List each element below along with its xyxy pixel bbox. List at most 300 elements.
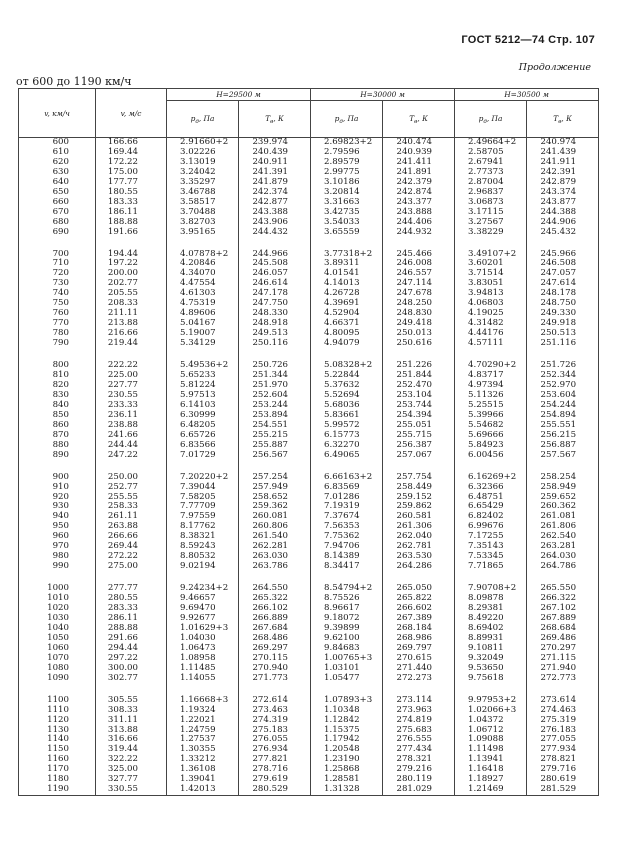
cell-pressure: 7.01286: [311, 493, 383, 503]
cell-pressure: 9.46657: [167, 594, 239, 604]
cell-v-ms: 244.44: [96, 441, 167, 451]
cell-pressure: 7.35143: [455, 542, 527, 552]
cell-v-ms: 227.77: [96, 381, 167, 391]
cell-temperature: 251.116: [527, 339, 599, 349]
cell-pressure: 5.83661: [311, 411, 383, 421]
cell-pressure: 9.02194: [167, 562, 239, 572]
cell-temperature: 241.391: [239, 168, 311, 178]
cell-temperature: 273.463: [239, 706, 311, 716]
table-row: [19, 716, 599, 726]
col-header-altitude-3: H=30500 м: [455, 89, 599, 101]
cell-temperature: 245.508: [239, 259, 311, 269]
table-row: [19, 726, 599, 736]
cell-v-kmh: 930: [19, 502, 96, 512]
cell-v-kmh: 960: [19, 532, 96, 542]
cell-pressure: 9.92677: [167, 614, 239, 624]
spacer-cell: [527, 461, 599, 473]
col-header-temperature: $Т_в$, К: [239, 101, 311, 138]
cell-temperature: 266.102: [239, 604, 311, 614]
cell-temperature: 277.934: [527, 745, 599, 755]
cell-v-ms: 208.33: [96, 299, 167, 309]
cell-temperature: 248.918: [239, 319, 311, 329]
cell-v-kmh: 830: [19, 391, 96, 401]
cell-temperature: 254.244: [527, 401, 599, 411]
cell-temperature: 255.715: [383, 431, 455, 441]
cell-v-kmh: 1130: [19, 726, 96, 736]
cell-v-ms: 255.55: [96, 493, 167, 503]
cell-v-ms: 313.88: [96, 726, 167, 736]
cell-temperature: 251.226: [383, 361, 455, 371]
cell-pressure: 8.89931: [455, 634, 527, 644]
cell-pressure: 1.28581: [311, 775, 383, 785]
cell-v-kmh: 1020: [19, 604, 96, 614]
cell-pressure: 1.27537: [167, 735, 239, 745]
cell-temperature: 247.678: [383, 289, 455, 299]
cell-pressure: 3.49107+2: [455, 250, 527, 260]
cell-pressure: 1.16418: [455, 765, 527, 775]
cell-pressure: 1.12842: [311, 716, 383, 726]
cell-temperature: 265.822: [383, 594, 455, 604]
cell-v-kmh: 800: [19, 361, 96, 371]
cell-temperature: 269.486: [527, 634, 599, 644]
cell-pressure: 3.95165: [167, 228, 239, 238]
cell-temperature: 278.321: [383, 755, 455, 765]
cell-v-kmh: 1160: [19, 755, 96, 765]
cell-temperature: 268.986: [383, 634, 455, 644]
cell-temperature: 241.879: [239, 178, 311, 188]
cell-temperature: 246.614: [239, 279, 311, 289]
cell-pressure: 5.54682: [455, 421, 527, 431]
cell-temperature: 264.286: [383, 562, 455, 572]
cell-v-ms: 286.11: [96, 614, 167, 624]
cell-v-kmh: 1190: [19, 785, 96, 795]
cell-temperature: 279.619: [239, 775, 311, 785]
cell-temperature: 269.797: [383, 644, 455, 654]
cell-v-kmh: 810: [19, 371, 96, 381]
cell-temperature: 279.216: [383, 765, 455, 775]
cell-pressure: 1.06712: [455, 726, 527, 736]
cell-pressure: 3.42735: [311, 208, 383, 218]
cell-temperature: 254.394: [383, 411, 455, 421]
cell-pressure: 9.24234+2: [167, 584, 239, 594]
table-row: [19, 755, 599, 765]
cell-v-kmh: 650: [19, 188, 96, 198]
cell-v-kmh: 730: [19, 279, 96, 289]
table-row: [19, 198, 599, 208]
cell-temperature: 272.614: [239, 696, 311, 706]
cell-v-kmh: 610: [19, 148, 96, 158]
cell-v-ms: 247.22: [96, 451, 167, 461]
col-header-v-ms: v, м/с: [96, 89, 167, 138]
cell-v-kmh: 1080: [19, 664, 96, 674]
cell-temperature: 265.050: [383, 584, 455, 594]
cell-temperature: 261.806: [527, 522, 599, 532]
cell-v-kmh: 880: [19, 441, 96, 451]
cell-pressure: 5.11326: [455, 391, 527, 401]
table-row: [19, 259, 599, 269]
cell-temperature: 240.939: [383, 148, 455, 158]
cell-v-kmh: 940: [19, 512, 96, 522]
cell-pressure: 2.77373: [455, 168, 527, 178]
cell-v-ms: 300.00: [96, 664, 167, 674]
cell-temperature: 248.330: [239, 309, 311, 319]
table-row: [19, 532, 599, 542]
cell-pressure: 5.97513: [167, 391, 239, 401]
cell-temperature: 245.432: [527, 228, 599, 238]
cell-temperature: 257.067: [383, 451, 455, 461]
cell-temperature: 257.949: [239, 483, 311, 493]
cell-v-kmh: 720: [19, 269, 96, 279]
cell-v-kmh: 1110: [19, 706, 96, 716]
cell-temperature: 275.319: [527, 716, 599, 726]
cell-v-kmh: 820: [19, 381, 96, 391]
cell-temperature: 279.716: [527, 765, 599, 775]
cell-pressure: 5.19007: [167, 329, 239, 339]
cell-v-kmh: 600: [19, 138, 96, 148]
cell-temperature: 258.254: [527, 473, 599, 483]
cell-temperature: 259.652: [527, 493, 599, 503]
cell-temperature: 264.786: [527, 562, 599, 572]
cell-temperature: 257.567: [527, 451, 599, 461]
cell-pressure: 7.94706: [311, 542, 383, 552]
cell-pressure: 7.53345: [455, 552, 527, 562]
table-row: [19, 269, 599, 279]
cell-v-ms: 169.44: [96, 148, 167, 158]
cell-temperature: 249.330: [527, 309, 599, 319]
spacer-cell: [455, 461, 527, 473]
cell-temperature: 242.379: [383, 178, 455, 188]
table-row: [19, 188, 599, 198]
cell-pressure: 2.89579: [311, 158, 383, 168]
cell-pressure: 8.17762: [167, 522, 239, 532]
cell-pressure: 1.11485: [167, 664, 239, 674]
cell-temperature: 247.114: [383, 279, 455, 289]
cell-pressure: 1.09088: [455, 735, 527, 745]
cell-v-ms: 172.22: [96, 158, 167, 168]
cell-pressure: 4.70290+2: [455, 361, 527, 371]
cell-temperature: 251.844: [383, 371, 455, 381]
cell-pressure: 6.99676: [455, 522, 527, 532]
cell-v-kmh: 870: [19, 431, 96, 441]
cell-v-ms: 225.00: [96, 371, 167, 381]
cell-pressure: 9.84683: [311, 644, 383, 654]
cell-v-ms: 305.55: [96, 696, 167, 706]
cell-temperature: 275.683: [383, 726, 455, 736]
cell-pressure: 9.75618: [455, 674, 527, 684]
cell-temperature: 239.974: [239, 138, 311, 148]
cell-temperature: 273.614: [527, 696, 599, 706]
cell-v-ms: 322.22: [96, 755, 167, 765]
cell-v-ms: 222.22: [96, 361, 167, 371]
cell-pressure: 4.20846: [167, 259, 239, 269]
cell-v-ms: 183.33: [96, 198, 167, 208]
cell-temperature: 244.932: [383, 228, 455, 238]
cell-v-kmh: 670: [19, 208, 96, 218]
cell-pressure: 9.53650: [455, 664, 527, 674]
cell-pressure: 1.17942: [311, 735, 383, 745]
cell-v-kmh: 740: [19, 289, 96, 299]
cell-pressure: 3.89311: [311, 259, 383, 269]
cell-pressure: 2.91660+2: [167, 138, 239, 148]
cell-pressure: 3.10186: [311, 178, 383, 188]
cell-pressure: 4.44176: [455, 329, 527, 339]
cell-temperature: 258.449: [383, 483, 455, 493]
cell-temperature: 256.215: [527, 431, 599, 441]
cell-temperature: 262.781: [383, 542, 455, 552]
spacer-cell: [383, 238, 455, 250]
spacer-cell: [311, 684, 383, 696]
cell-temperature: 260.081: [239, 512, 311, 522]
cell-temperature: 278.821: [527, 755, 599, 765]
cell-temperature: 266.322: [527, 594, 599, 604]
table-row: [19, 735, 599, 745]
cell-v-kmh: 980: [19, 552, 96, 562]
cell-temperature: 256.387: [383, 441, 455, 451]
table-row: [19, 319, 599, 329]
cell-temperature: 246.508: [527, 259, 599, 269]
col-header-pressure: $р_д$, Па: [311, 101, 383, 138]
cell-temperature: 242.877: [239, 198, 311, 208]
cell-pressure: 9.39899: [311, 624, 383, 634]
cell-pressure: 7.01729: [167, 451, 239, 461]
col-header-v-kmh: v, км/ч: [19, 89, 96, 138]
cell-pressure: 9.10811: [455, 644, 527, 654]
cell-pressure: 3.06873: [455, 198, 527, 208]
cell-pressure: 1.18927: [455, 775, 527, 785]
cell-pressure: 3.13019: [167, 158, 239, 168]
table-row: [19, 522, 599, 532]
speed-range-label: от 600 до 1190 км/ч: [16, 75, 132, 88]
table-row: [19, 785, 599, 795]
cell-v-ms: 291.66: [96, 634, 167, 644]
col-header-temperature: $Т_в$, К: [527, 101, 599, 138]
cell-v-kmh: 1000: [19, 584, 96, 594]
cell-pressure: 5.04167: [167, 319, 239, 329]
cell-pressure: 6.32366: [455, 483, 527, 493]
cell-v-kmh: 1030: [19, 614, 96, 624]
cell-v-ms: 230.55: [96, 391, 167, 401]
cell-pressure: 3.83051: [455, 279, 527, 289]
table-row: [19, 309, 599, 319]
spacer-cell: [167, 238, 239, 250]
cell-temperature: 241.411: [383, 158, 455, 168]
cell-pressure: 6.66163+2: [311, 473, 383, 483]
cell-pressure: 7.19319: [311, 502, 383, 512]
cell-pressure: 7.39044: [167, 483, 239, 493]
table-row: [19, 775, 599, 785]
cell-pressure: 1.05477: [311, 674, 383, 684]
cell-pressure: 1.08958: [167, 654, 239, 664]
spacer-cell: [96, 684, 167, 696]
cell-pressure: 1.39041: [167, 775, 239, 785]
cell-v-kmh: 770: [19, 319, 96, 329]
cell-pressure: 4.06803: [455, 299, 527, 309]
cell-pressure: 8.34417: [311, 562, 383, 572]
cell-temperature: 250.616: [383, 339, 455, 349]
table-row: [19, 594, 599, 604]
cell-v-ms: 200.00: [96, 269, 167, 279]
cell-v-kmh: 1170: [19, 765, 96, 775]
table-row: [19, 664, 599, 674]
cell-pressure: 6.48751: [455, 493, 527, 503]
cell-pressure: 1.07893+3: [311, 696, 383, 706]
cell-temperature: 245.966: [527, 250, 599, 260]
cell-v-ms: 297.22: [96, 654, 167, 664]
cell-temperature: 250.013: [383, 329, 455, 339]
cell-v-ms: 302.77: [96, 674, 167, 684]
cell-pressure: 3.20814: [311, 188, 383, 198]
table-row: [19, 614, 599, 624]
cell-temperature: 255.051: [383, 421, 455, 431]
table-row: [19, 411, 599, 421]
cell-pressure: 6.83569: [311, 483, 383, 493]
table-row: [19, 451, 599, 461]
cell-pressure: 1.30355: [167, 745, 239, 755]
cell-temperature: 268.486: [239, 634, 311, 644]
block-spacer: [19, 238, 599, 250]
cell-temperature: 244.432: [239, 228, 311, 238]
cell-pressure: 3.02226: [167, 148, 239, 158]
cell-pressure: 1.03101: [311, 664, 383, 674]
cell-v-ms: 177.77: [96, 178, 167, 188]
cell-temperature: 275.183: [239, 726, 311, 736]
cell-pressure: 4.57111: [455, 339, 527, 349]
table-row: [19, 562, 599, 572]
cell-temperature: 262.281: [239, 542, 311, 552]
cell-temperature: 269.297: [239, 644, 311, 654]
cell-pressure: 7.71865: [455, 562, 527, 572]
cell-pressure: 2.58705: [455, 148, 527, 158]
cell-pressure: 3.54033: [311, 218, 383, 228]
table-row: [19, 584, 599, 594]
cell-v-kmh: 1140: [19, 735, 96, 745]
cell-temperature: 247.750: [239, 299, 311, 309]
cell-temperature: 277.821: [239, 755, 311, 765]
cell-pressure: 2.87004: [455, 178, 527, 188]
table-row: [19, 542, 599, 552]
cell-temperature: 252.970: [527, 381, 599, 391]
table-row: [19, 483, 599, 493]
table-row: [19, 391, 599, 401]
cell-temperature: 276.555: [383, 735, 455, 745]
cell-v-kmh: 860: [19, 421, 96, 431]
cell-temperature: 266.602: [383, 604, 455, 614]
cell-temperature: 260.581: [383, 512, 455, 522]
cell-pressure: 3.24042: [167, 168, 239, 178]
table-row: [19, 299, 599, 309]
cell-pressure: 1.01629+3: [167, 624, 239, 634]
table-row: [19, 361, 599, 371]
cell-pressure: 9.69470: [167, 604, 239, 614]
cell-pressure: 3.38229: [455, 228, 527, 238]
cell-pressure: 2.49664+2: [455, 138, 527, 148]
cell-pressure: 6.32270: [311, 441, 383, 451]
cell-temperature: 242.391: [527, 168, 599, 178]
cell-temperature: 255.887: [239, 441, 311, 451]
cell-pressure: 5.81224: [167, 381, 239, 391]
cell-v-kmh: 620: [19, 158, 96, 168]
cell-temperature: 253.244: [239, 401, 311, 411]
cell-temperature: 240.474: [383, 138, 455, 148]
cell-pressure: 6.48205: [167, 421, 239, 431]
cell-pressure: 8.69402: [455, 624, 527, 634]
cell-pressure: 1.20548: [311, 745, 383, 755]
col-header-pressure: $р_д$, Па: [167, 101, 239, 138]
cell-pressure: 3.58517: [167, 198, 239, 208]
cell-v-kmh: 640: [19, 178, 96, 188]
cell-temperature: 242.874: [383, 188, 455, 198]
cell-v-ms: 261.11: [96, 512, 167, 522]
table-row: [19, 706, 599, 716]
spacer-cell: [311, 238, 383, 250]
atmosphere-table: [18, 88, 599, 796]
cell-temperature: 271.940: [527, 664, 599, 674]
table-row: [19, 552, 599, 562]
cell-pressure: 3.27567: [455, 218, 527, 228]
cell-pressure: 4.75319: [167, 299, 239, 309]
cell-v-kmh: 1120: [19, 716, 96, 726]
table-row: [19, 168, 599, 178]
cell-v-ms: 263.88: [96, 522, 167, 532]
cell-temperature: 263.030: [239, 552, 311, 562]
cell-temperature: 242.374: [239, 188, 311, 198]
cell-temperature: 253.744: [383, 401, 455, 411]
cell-pressure: 8.09878: [455, 594, 527, 604]
cell-temperature: 281.529: [527, 785, 599, 795]
cell-v-kmh: 1060: [19, 644, 96, 654]
cell-pressure: 8.49220: [455, 614, 527, 624]
cell-temperature: 261.081: [527, 512, 599, 522]
cell-temperature: 248.750: [527, 299, 599, 309]
cell-temperature: 243.377: [383, 198, 455, 208]
cell-temperature: 262.040: [383, 532, 455, 542]
spacer-cell: [96, 461, 167, 473]
cell-temperature: 276.055: [239, 735, 311, 745]
cell-pressure: 9.32049: [455, 654, 527, 664]
cell-pressure: 5.49536+2: [167, 361, 239, 371]
cell-pressure: 6.16269+2: [455, 473, 527, 483]
cell-v-ms: 280.55: [96, 594, 167, 604]
cell-pressure: 4.34070: [167, 269, 239, 279]
cell-v-kmh: 1090: [19, 674, 96, 684]
cell-pressure: 5.39966: [455, 411, 527, 421]
table-row: [19, 279, 599, 289]
cell-pressure: 3.77318+2: [311, 250, 383, 260]
cell-v-ms: 233.33: [96, 401, 167, 411]
cell-v-ms: 330.55: [96, 785, 167, 795]
cell-pressure: 7.58205: [167, 493, 239, 503]
continuation-label: Продолжение: [518, 62, 591, 73]
table-row: [19, 289, 599, 299]
cell-v-kmh: 660: [19, 198, 96, 208]
cell-temperature: 263.281: [527, 542, 599, 552]
table-row: [19, 138, 599, 148]
cell-v-kmh: 750: [19, 299, 96, 309]
table-row: [19, 401, 599, 411]
cell-pressure: 5.99572: [311, 421, 383, 431]
cell-temperature: 247.614: [527, 279, 599, 289]
cell-pressure: 1.33212: [167, 755, 239, 765]
spacer-cell: [455, 684, 527, 696]
cell-temperature: 242.879: [527, 178, 599, 188]
cell-pressure: 4.97394: [455, 381, 527, 391]
cell-pressure: 4.07878+2: [167, 250, 239, 260]
cell-temperature: 274.319: [239, 716, 311, 726]
cell-temperature: 265.550: [527, 584, 599, 594]
cell-temperature: 260.362: [527, 502, 599, 512]
cell-temperature: 249.418: [383, 319, 455, 329]
cell-v-ms: 236.11: [96, 411, 167, 421]
